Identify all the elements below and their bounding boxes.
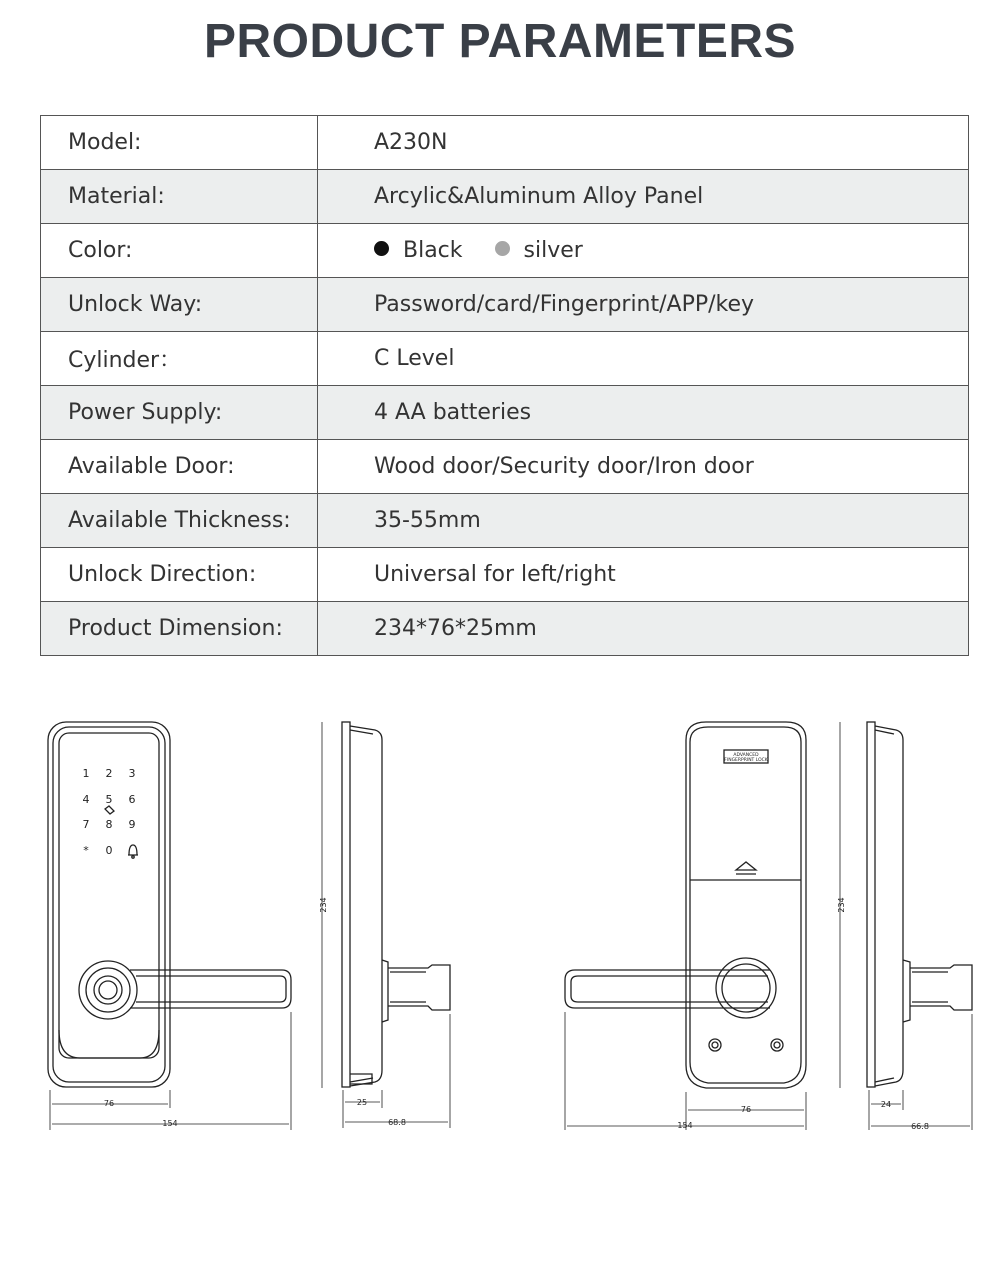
front-handle <box>79 961 291 1019</box>
key-4: 4 <box>82 793 90 806</box>
back-panel-inner <box>690 727 801 1083</box>
back-side-body <box>875 726 903 1086</box>
table-row <box>41 170 969 224</box>
spec-table <box>40 115 969 656</box>
side-overall-label: 68.8 <box>388 1118 406 1127</box>
row-label: Product Dimension: <box>41 602 318 656</box>
side-inner-lines <box>350 730 373 1082</box>
row-value: Universal for left/right <box>318 548 969 602</box>
row-label: Cylinder： <box>41 332 318 386</box>
row-label: Available Door: <box>41 440 318 494</box>
row-value: A230N <box>318 116 969 170</box>
row-label: Unlock Way: <box>41 278 318 332</box>
side-extension-lines <box>343 1014 450 1128</box>
back-side-overall-label: 66.8 <box>911 1122 929 1131</box>
key-1: 1 <box>82 767 90 780</box>
back-side-extension-lines <box>869 1014 972 1130</box>
side-body <box>350 726 382 1086</box>
row-value: 234*76*25mm <box>318 602 969 656</box>
color-silver-label: silver <box>523 238 583 263</box>
row-value: Password/card/Fingerprint/APP/key <box>318 278 969 332</box>
side-plate <box>342 722 350 1087</box>
back-side-inner-lines <box>875 730 894 1082</box>
row-label: Power Supply: <box>41 386 318 440</box>
table-row <box>41 386 969 440</box>
screw-right-inner <box>774 1042 780 1048</box>
back-handle <box>565 958 776 1018</box>
row-value: Wood door/Security door/Iron door <box>318 440 969 494</box>
back-side-view-drawing <box>837 722 972 1131</box>
front-overall-label: 154 <box>162 1119 178 1128</box>
doorbell-icon <box>128 845 138 858</box>
table-row <box>41 224 969 278</box>
back-overall-label: 154 <box>677 1121 693 1130</box>
key-3: 3 <box>128 767 136 780</box>
back-side-handle-detail <box>912 972 948 1002</box>
screw-left-inner <box>712 1042 718 1048</box>
row-value: 4 AA batteries <box>318 386 969 440</box>
row-value: C Level <box>318 332 969 386</box>
table-row <box>41 548 969 602</box>
row-label: Unlock Direction: <box>41 548 318 602</box>
row-label: Material: <box>41 170 318 224</box>
key-8: 8 <box>105 818 113 831</box>
back-side-plate <box>867 722 875 1087</box>
side-rose <box>382 960 388 1022</box>
battery-label-line2: FINGERPRINT LOCK <box>724 758 768 763</box>
table-row <box>41 440 969 494</box>
front-bottom-curve <box>59 1030 159 1058</box>
key-6: 6 <box>128 793 136 806</box>
row-label: Color: <box>41 224 318 278</box>
key-5: 5 <box>105 793 113 806</box>
black-swatch-icon <box>374 241 389 256</box>
table-row <box>41 602 969 656</box>
back-width-label: 76 <box>740 1105 752 1114</box>
back-side-height-label: 234 <box>837 897 846 913</box>
side-handle-detail <box>390 972 426 1002</box>
table-row <box>41 278 969 332</box>
row-label: Model: <box>41 116 318 170</box>
row-label: Available Thickness: <box>41 494 318 548</box>
screw-right-icon <box>771 1039 783 1051</box>
key-0: 0 <box>105 844 113 857</box>
front-glass <box>59 733 159 1058</box>
front-panel-inner <box>53 727 165 1082</box>
back-panel-outline <box>686 722 806 1088</box>
back-side-depth-label: 24 <box>880 1100 892 1109</box>
row-value: Arcylic&Aluminum Alloy Panel <box>318 170 969 224</box>
back-view-drawing <box>565 722 806 1130</box>
card-icon <box>105 806 114 814</box>
side-view-drawing <box>319 722 450 1128</box>
key-9: 9 <box>128 818 136 831</box>
silver-swatch-icon <box>495 241 510 256</box>
key-star: * <box>83 844 89 857</box>
color-options <box>318 224 969 278</box>
eject-icon <box>736 862 756 874</box>
key-2: 2 <box>105 767 113 780</box>
front-width-label: 76 <box>103 1099 115 1108</box>
key-7: 7 <box>82 818 90 831</box>
page-title: PRODUCT PARAMETERS <box>203 15 797 68</box>
screw-left-icon <box>709 1039 721 1051</box>
technical-drawings <box>0 700 1000 1150</box>
table-row <box>41 494 969 548</box>
back-side-rose <box>903 960 910 1022</box>
table-row <box>41 116 969 170</box>
table-row <box>41 332 969 386</box>
side-height-label: 234 <box>319 897 328 913</box>
front-view-drawing <box>48 722 291 1130</box>
keypad <box>83 767 136 857</box>
row-value: 35-55mm <box>318 494 969 548</box>
color-black-label: Black <box>403 238 463 263</box>
side-depth-label: 25 <box>356 1098 368 1107</box>
battery-label-line1: ADVANCED <box>733 753 759 758</box>
